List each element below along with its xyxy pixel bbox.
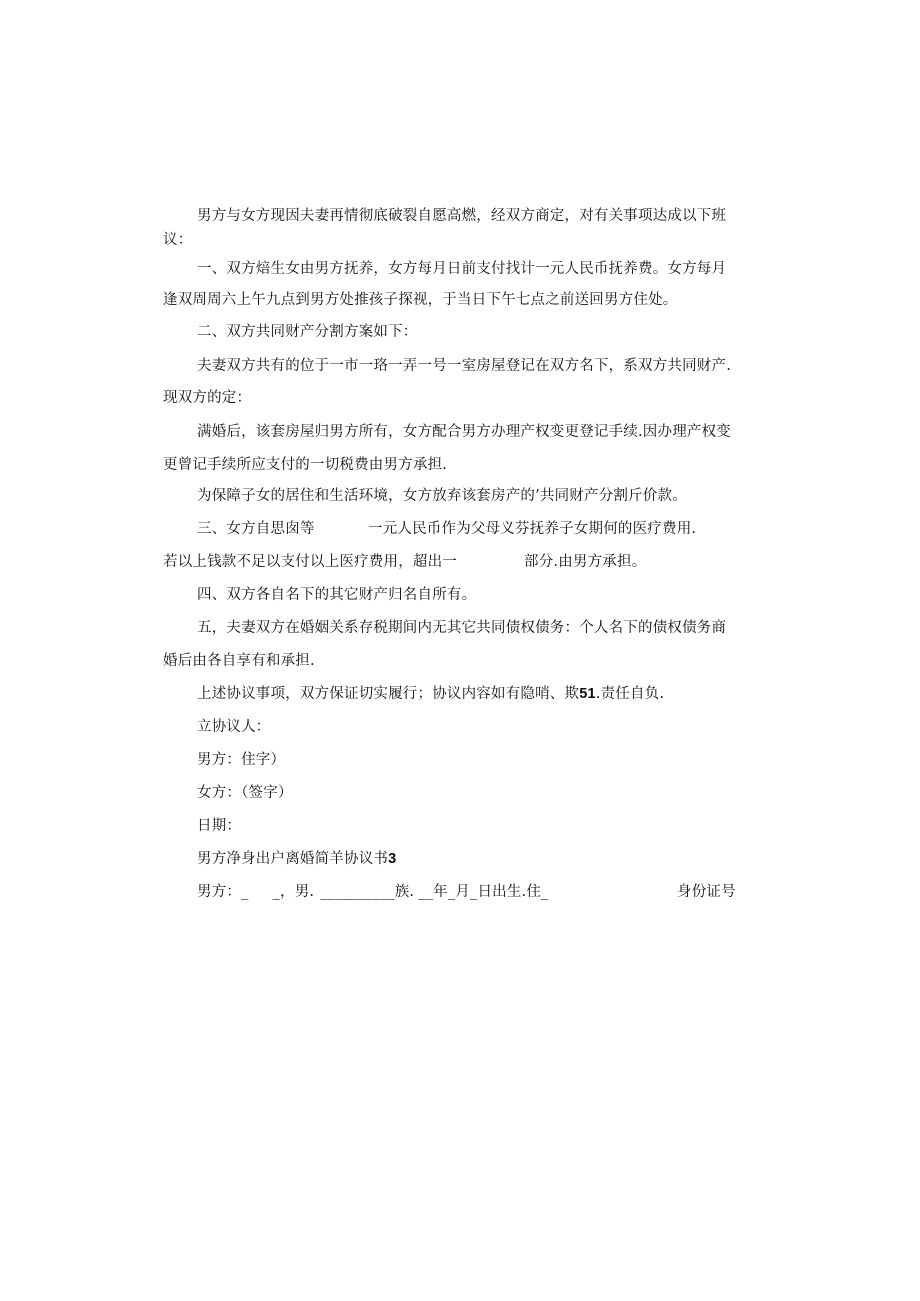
- property-line-4: 更曾记手续所应支付的一切税费由男方承担.: [163, 457, 448, 473]
- birth-address: __年_月_日出生.住_: [418, 884, 549, 900]
- clause-3-part-1: 三、女方自思囱等: [197, 521, 315, 537]
- clause-3-part-2: 一元人民币作为父母义芬抚养子女期何的医疗费用.: [368, 521, 697, 537]
- male-info-line: [197, 882, 549, 902]
- clause-3-line-2-part-2: 部分.由男方承担。: [524, 554, 647, 570]
- clause-4: 四、双方各自名下的其它财产归名自所有。: [197, 587, 477, 603]
- intro-line-2: 议：: [163, 232, 193, 248]
- ethnicity-blank: __________: [320, 884, 395, 900]
- next-title-number: 3: [388, 851, 397, 867]
- agreement-text: 上述协议事项，双方保证切实履行；协议内容如有隐哨、欺: [197, 686, 580, 702]
- agreement-line: [197, 684, 664, 704]
- property-line-3: 满婚后，该套房屋归男方所有，女方配合男方办理产权变更登记手续.因办理产权变: [197, 424, 732, 440]
- clause-5-line-2: 婚后由各自享有和承担.: [163, 653, 315, 669]
- clause-2-heading: 二、双方共同财产分割方案如下：: [197, 324, 418, 340]
- next-title-text: 男方净身出户离婚简羊协议书: [197, 851, 389, 867]
- property-line-2: 现双方的定：: [163, 390, 252, 406]
- signatories-label: 立协议人：: [197, 719, 271, 735]
- clause-1-line-1: 一、双方焙生女由男方抚养，女方每月日前支付找计一元人民币抚养费。女方每月: [197, 261, 727, 277]
- clause-5-line-1: 五，夫妻双方在婚姻关系存税期间内无其它共同债权债务：个人名下的债权债务商: [197, 620, 727, 636]
- property-line-1: 夫妻双方共有的位于一市一珞一弄一号一室房屋登记在双方名下，系双方共同财产.: [197, 358, 732, 374]
- agreement-number: 51: [579, 686, 596, 702]
- male-gender: _，男.: [272, 884, 315, 900]
- clause-3-line-2-part-1: 若以上钱款不足以支付以上医疗费用，超出一: [163, 554, 457, 570]
- intro-line-1: 男方与女方现因夫妻再情彻底破裂自愿高燃，经双方商定，对有关事项达成以下班: [197, 208, 727, 224]
- date-label: 日期：: [197, 818, 242, 834]
- property-line-5: 为保障子女的居住和生活环境，女方放弃该套房产的’共同财产分割斤价款。: [197, 488, 687, 504]
- next-title: [197, 849, 396, 869]
- id-label: 身份证号: [677, 884, 736, 900]
- ethnicity-label: 族.: [394, 884, 415, 900]
- clause-1-line-2: 逢双周周六上午九点到男方处推孩子探视，于当日下午七点之前送回男方住处。: [163, 292, 678, 308]
- male-label: 男方：_: [197, 884, 249, 900]
- agreement-tail: .责任自负.: [595, 686, 665, 702]
- male-signature: 男方：住字）: [197, 752, 286, 768]
- female-signature: 女方：（签字）: [197, 785, 293, 801]
